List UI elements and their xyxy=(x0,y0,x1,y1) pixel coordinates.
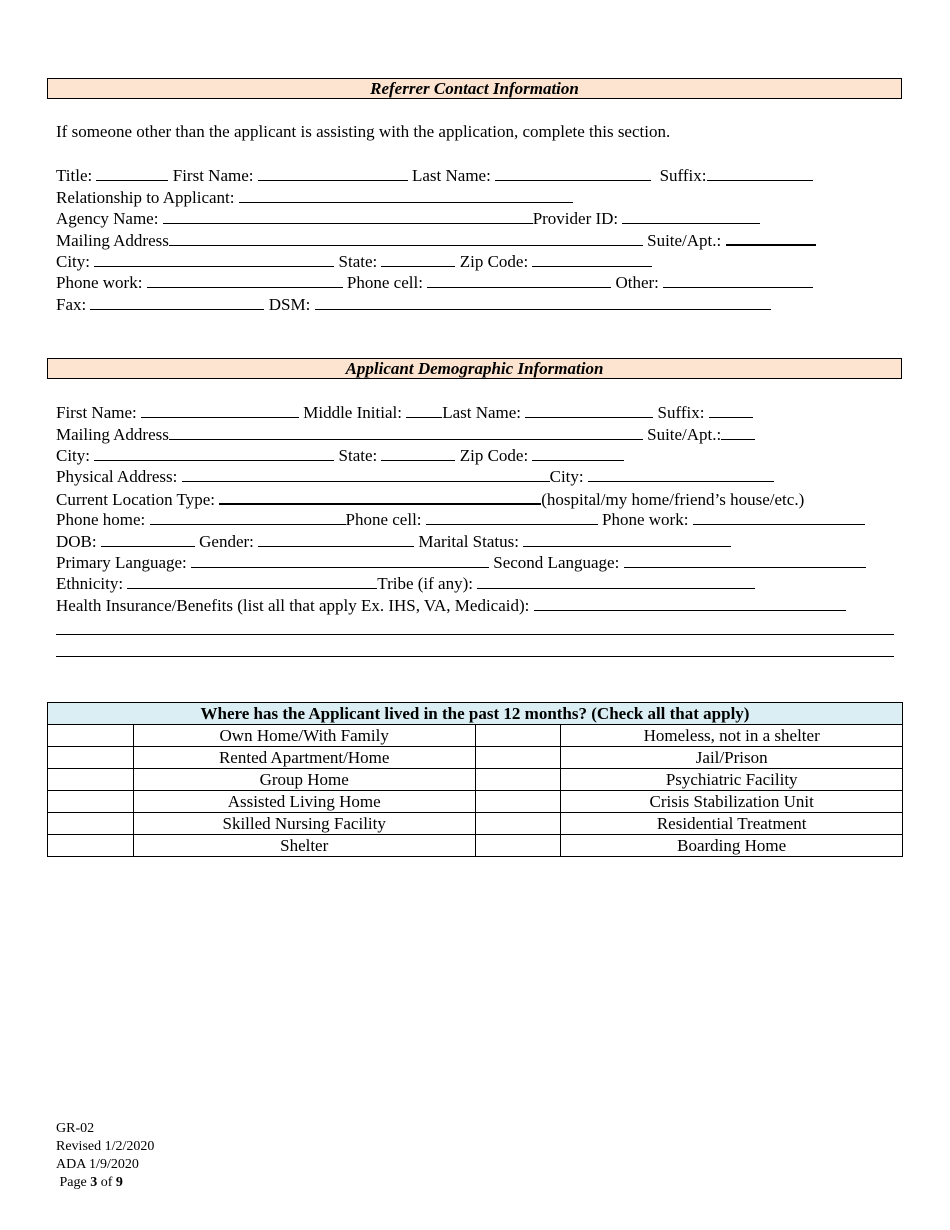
referrer-suite-field[interactable] xyxy=(726,229,816,246)
applicant-physical-row xyxy=(56,466,774,487)
residence-row xyxy=(48,725,903,747)
residence-option-label: Assisted Living Home xyxy=(133,791,475,813)
referrer-last-name-field[interactable] xyxy=(495,165,651,181)
applicant-second-language-field[interactable] xyxy=(624,552,866,568)
referrer-fax-row xyxy=(56,294,771,315)
suffix-label: Suffix: xyxy=(657,403,705,422)
insurance-continuation-line-2[interactable] xyxy=(56,656,894,657)
residence-checkbox-cell[interactable] xyxy=(475,835,561,857)
suffix-label: Suffix: xyxy=(659,166,707,185)
city-label: City: xyxy=(56,446,91,465)
residence-checkbox-cell[interactable] xyxy=(475,791,561,813)
residence-table-header: Where has the Applicant lived in the past 12 months? (Check all that apply) xyxy=(48,703,903,725)
phone-work-label: Phone work: xyxy=(602,510,689,529)
residence-checkbox-cell[interactable] xyxy=(475,769,561,791)
referrer-agency-field[interactable] xyxy=(163,208,533,224)
residence-option-label: Shelter xyxy=(133,835,475,857)
applicant-phone-row xyxy=(56,509,865,530)
phone-work-label: Phone work: xyxy=(56,273,143,292)
residence-checkbox-cell[interactable] xyxy=(48,769,134,791)
referrer-city-field[interactable] xyxy=(94,251,334,267)
suite-label: Suite/Apt.: xyxy=(647,231,722,250)
applicant-ethnicity-row xyxy=(56,573,755,594)
primary-language-label: Primary Language: xyxy=(56,553,187,572)
agency-label: Agency Name: xyxy=(56,209,159,228)
residence-checkbox-cell[interactable] xyxy=(48,835,134,857)
applicant-zip-field[interactable] xyxy=(532,445,624,461)
referrer-suffix-field[interactable] xyxy=(707,165,813,181)
residence-option-label: Crisis Stabilization Unit xyxy=(561,791,903,813)
applicant-mailing-row xyxy=(56,424,755,445)
referrer-mailing-row xyxy=(56,229,816,250)
form-id: GR-02 xyxy=(56,1121,95,1136)
residence-row xyxy=(48,747,903,769)
applicant-ethnicity-field[interactable] xyxy=(127,573,377,589)
mailing-label: Mailing Address xyxy=(56,231,169,250)
referrer-provider-id-field[interactable] xyxy=(622,208,760,224)
applicant-physical-field[interactable] xyxy=(182,466,550,482)
suite-label: Suite/Apt.: xyxy=(647,425,722,444)
applicant-name-row xyxy=(56,402,753,423)
applicant-marital-field[interactable] xyxy=(523,531,731,547)
residence-option-label: Rented Apartment/Home xyxy=(133,747,475,769)
applicant-physical-city-field[interactable] xyxy=(588,466,774,482)
applicant-insurance-field[interactable] xyxy=(534,595,846,611)
location-hint: (hospital/my home/friend’s house/etc.) xyxy=(541,490,805,509)
city-label: City: xyxy=(56,252,91,271)
residence-checkbox-cell[interactable] xyxy=(475,813,561,835)
referrer-phone-work-field[interactable] xyxy=(147,272,343,288)
referrer-relationship-field[interactable] xyxy=(239,187,573,203)
applicant-suffix-field[interactable] xyxy=(709,402,753,418)
other-label: Other: xyxy=(615,273,659,292)
physical-address-label: Physical Address: xyxy=(56,467,178,486)
applicant-section-header: Applicant Demographic Information xyxy=(47,358,902,379)
referrer-phone-row xyxy=(56,272,813,293)
referrer-zip-field[interactable] xyxy=(532,251,652,267)
residence-checkbox-cell[interactable] xyxy=(48,747,134,769)
fax-label: Fax: xyxy=(56,295,87,314)
dob-label: DOB: xyxy=(56,532,97,551)
tribe-label: Tribe (if any): xyxy=(377,574,473,593)
applicant-middle-initial-field[interactable] xyxy=(406,402,442,418)
applicant-city-row xyxy=(56,445,624,466)
phone-cell-label: Phone cell: xyxy=(346,273,423,292)
applicant-dob-row xyxy=(56,531,731,552)
applicant-tribe-field[interactable] xyxy=(477,573,755,589)
applicant-dob-field[interactable] xyxy=(101,531,195,547)
relationship-label: Relationship to Applicant: xyxy=(56,188,235,207)
referrer-section-header: Referrer Contact Information xyxy=(47,78,902,99)
applicant-gender-field[interactable] xyxy=(258,531,414,547)
residence-option-label: Psychiatric Facility xyxy=(561,769,903,791)
residence-checkbox-cell[interactable] xyxy=(475,747,561,769)
location-type-label: Current Location Type: xyxy=(56,490,216,509)
residence-checkbox-cell[interactable] xyxy=(475,725,561,747)
state-label: State: xyxy=(338,252,378,271)
referrer-intro: If someone other than the applicant is assisting with the application, complete this section. xyxy=(56,122,671,141)
zip-label: Zip Code: xyxy=(459,446,529,465)
residence-option-label: Group Home xyxy=(133,769,475,791)
page-number xyxy=(56,1174,154,1192)
residence-row xyxy=(48,769,903,791)
referrer-phone-cell-field[interactable] xyxy=(427,272,611,288)
referrer-mailing-field[interactable] xyxy=(169,230,643,246)
applicant-suite-field[interactable] xyxy=(721,424,755,440)
residence-option-label: Jail/Prison xyxy=(561,747,903,769)
applicant-location-type-field[interactable] xyxy=(219,488,541,505)
zip-label: Zip Code: xyxy=(459,252,529,271)
referrer-other-field[interactable] xyxy=(663,272,813,288)
residence-checkbox-cell[interactable] xyxy=(48,725,134,747)
referrer-title-field[interactable] xyxy=(96,165,168,181)
revised-date: Revised 1/2/2020 xyxy=(56,1139,155,1154)
referrer-agency-row xyxy=(56,208,760,229)
residence-option-label: Residential Treatment xyxy=(561,813,903,835)
referrer-state-field[interactable] xyxy=(381,251,455,267)
residence-option-label: Boarding Home xyxy=(561,835,903,857)
state-label: State: xyxy=(338,446,378,465)
applicant-first-name-field[interactable] xyxy=(141,402,299,418)
applicant-phone-home-field[interactable] xyxy=(150,509,346,525)
residence-option-label: Skilled Nursing Facility xyxy=(133,813,475,835)
middle-initial-label: Middle Initial: xyxy=(303,403,402,422)
referrer-relationship-row xyxy=(56,187,573,208)
residence-row xyxy=(48,791,903,813)
mailing-label: Mailing Address xyxy=(56,425,169,444)
title-label: Title: xyxy=(56,166,93,185)
page-of: of xyxy=(97,1175,116,1190)
gender-label: Gender: xyxy=(199,532,254,551)
residence-option-label: Homeless, not in a shelter xyxy=(561,725,903,747)
applicant-primary-language-field[interactable] xyxy=(191,552,489,568)
ada-date: ADA 1/9/2020 xyxy=(56,1157,139,1172)
applicant-last-name-field[interactable] xyxy=(525,402,653,418)
applicant-city-field[interactable] xyxy=(94,445,334,461)
dsm-label: DSM: xyxy=(268,295,311,314)
referrer-city-row xyxy=(56,251,652,272)
residence-checkbox-cell[interactable] xyxy=(48,791,134,813)
residence-row xyxy=(48,813,903,835)
applicant-phone-cell-field[interactable] xyxy=(426,509,598,525)
residence-checklist-table xyxy=(47,702,903,857)
residence-option-label: Own Home/With Family xyxy=(133,725,475,747)
phone-home-label: Phone home: xyxy=(56,510,146,529)
referrer-first-name-field[interactable] xyxy=(258,165,408,181)
physical-city-label: City: xyxy=(549,467,584,486)
applicant-insurance-row xyxy=(56,595,846,616)
first-name-label: First Name: xyxy=(172,166,254,185)
last-name-label: Last Name: xyxy=(411,166,491,185)
applicant-state-field[interactable] xyxy=(381,445,455,461)
referrer-name-row xyxy=(56,165,813,186)
referrer-dsm-field[interactable] xyxy=(315,294,771,310)
residence-checkbox-cell[interactable] xyxy=(48,813,134,835)
applicant-location-row xyxy=(56,488,804,509)
phone-cell-label: Phone cell: xyxy=(345,510,422,529)
page-footer xyxy=(56,1120,154,1192)
marital-status-label: Marital Status: xyxy=(418,532,519,551)
ethnicity-label: Ethnicity: xyxy=(56,574,124,593)
provider-id-label: Provider ID: xyxy=(532,209,619,228)
applicant-mailing-field[interactable] xyxy=(169,424,643,440)
applicant-language-row xyxy=(56,552,866,573)
residence-row xyxy=(48,835,903,857)
insurance-label: Health Insurance/Benefits (list all that apply Ex. IHS, VA, Medicaid): xyxy=(56,596,530,615)
last-name-label: Last Name: xyxy=(442,403,522,422)
applicant-phone-work-field[interactable] xyxy=(693,509,865,525)
page-total: 9 xyxy=(115,1175,123,1190)
second-language-label: Second Language: xyxy=(493,553,620,572)
first-name-label: First Name: xyxy=(56,403,137,422)
referrer-fax-field[interactable] xyxy=(90,294,264,310)
page-current: 3 xyxy=(90,1175,98,1190)
page-prefix: Page xyxy=(59,1175,91,1190)
insurance-continuation-line-1[interactable] xyxy=(56,634,894,635)
